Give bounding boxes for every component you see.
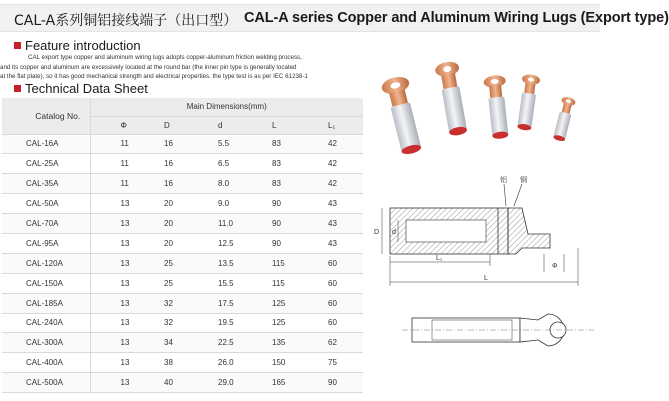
L1-cell: 60 (306, 273, 363, 293)
phi-cell: 13 (90, 194, 142, 214)
phi-cell: 11 (90, 134, 142, 154)
D-cell: 25 (142, 253, 194, 273)
d-cell: 15.5 (194, 273, 250, 293)
phi-cell: 13 (90, 233, 142, 253)
lug-4 (515, 73, 541, 131)
catalog-cell: CAL-16A (2, 134, 90, 154)
catalog-cell: CAL-25A (2, 154, 90, 174)
L-cell: 90 (250, 214, 306, 234)
d-cell: 5.5 (194, 134, 250, 154)
d-cell: 6.5 (194, 154, 250, 174)
col-header-D: D (142, 116, 194, 134)
L1-cell: 42 (306, 134, 363, 154)
col-header-d: d (194, 116, 250, 134)
D-cell: 40 (142, 373, 194, 393)
D-cell: 25 (142, 273, 194, 293)
d-cell: 22.5 (194, 333, 250, 353)
table-row (2, 333, 363, 353)
main-dimensions-header: Main Dimensions(mm) (90, 98, 363, 116)
d-cell: 13.5 (194, 253, 250, 273)
feature-line-3: at the flat plate), so it has good mechanical strength and electrical properties. the type test is as per IEC 61238-1 (0, 73, 308, 81)
phi-cell: 13 (90, 353, 142, 373)
catalog-cell: CAL-500A (2, 373, 90, 393)
D-cell: 32 (142, 313, 194, 333)
technical-heading-text: Technical Data Sheet (25, 81, 148, 96)
L1-cell: 62 (306, 333, 363, 353)
L-cell: 150 (250, 353, 306, 373)
technical-data-table (2, 98, 363, 393)
lug-1 (380, 74, 426, 156)
L-cell: 90 (250, 194, 306, 214)
catalog-cell: CAL-400A (2, 353, 90, 373)
phi-cell: 13 (90, 373, 142, 393)
table-row (2, 373, 363, 393)
d-cell: 26.0 (194, 353, 250, 373)
dim-d-label: d (392, 229, 396, 236)
label-aluminum: 铝 (500, 176, 507, 184)
phi-cell: 11 (90, 174, 142, 194)
catalog-header: Catalog No. (2, 98, 90, 134)
L1-cell: 43 (306, 194, 363, 214)
D-cell: 20 (142, 214, 194, 234)
phi-cell: 13 (90, 313, 142, 333)
table-row (2, 174, 363, 194)
feature-heading-text: Feature introduction (25, 38, 141, 53)
d-cell: 9.0 (194, 194, 250, 214)
dim-L-label: L (484, 275, 488, 282)
L-cell: 83 (250, 174, 306, 194)
catalog-cell: CAL-240A (2, 313, 90, 333)
D-cell: 38 (142, 353, 194, 373)
col-header-phi: Φ (90, 116, 142, 134)
table-row (2, 253, 363, 273)
L1-cell: 60 (306, 293, 363, 313)
L1-cell: 43 (306, 214, 363, 234)
title-english: CAL-A series Copper and Aluminum Wiring Lugs (Export type) (244, 10, 669, 26)
table-row (2, 313, 363, 333)
dim-phi-label: Φ (552, 263, 558, 270)
feature-heading (14, 38, 141, 53)
table-row (2, 154, 363, 174)
L-cell: 125 (250, 293, 306, 313)
col-header-L: L (250, 116, 306, 134)
technical-heading (14, 81, 148, 96)
catalog-cell: CAL-70A (2, 214, 90, 234)
L1-cell: 43 (306, 233, 363, 253)
table-row (2, 273, 363, 293)
L-cell: 83 (250, 134, 306, 154)
table-row (2, 353, 363, 373)
L-cell: 83 (250, 154, 306, 174)
phi-cell: 13 (90, 214, 142, 234)
L1-cell: 90 (306, 373, 363, 393)
L1-cell: 42 (306, 154, 363, 174)
square-bullet-icon (14, 42, 21, 49)
feature-line-2: and its copper and aluminum are excessively located at the round bar (the inner pin type is generally located (0, 63, 297, 71)
L1-cell: 42 (306, 174, 363, 194)
title-chinese: CAL-A系列铜铝接线端子（出口型） (14, 13, 238, 29)
catalog-cell: CAL-35A (2, 174, 90, 194)
lug-top-view-drawing (398, 300, 600, 360)
col-header-L1: L₁ (306, 116, 363, 134)
feature-line-1: CAL export type copper and aluminum wiring lugs adopts copper-aluminum friction welding process, (28, 54, 302, 61)
L1-cell: 60 (306, 313, 363, 333)
L1-cell: 75 (306, 353, 363, 373)
d-cell: 12.5 (194, 233, 250, 253)
D-cell: 20 (142, 233, 194, 253)
D-cell: 16 (142, 134, 194, 154)
label-copper: 铜 (520, 176, 527, 184)
table-row (2, 194, 363, 214)
table-row (2, 134, 363, 154)
catalog-cell: CAL-95A (2, 233, 90, 253)
D-cell: 32 (142, 293, 194, 313)
phi-cell: 13 (90, 293, 142, 313)
d-cell: 29.0 (194, 373, 250, 393)
phi-cell: 11 (90, 154, 142, 174)
d-cell: 19.5 (194, 313, 250, 333)
phi-cell: 13 (90, 333, 142, 353)
L-cell: 125 (250, 313, 306, 333)
catalog-cell: CAL-185A (2, 293, 90, 313)
L-cell: 135 (250, 333, 306, 353)
square-bullet-icon (14, 85, 21, 92)
phi-cell: 13 (90, 253, 142, 273)
L-cell: 115 (250, 253, 306, 273)
phi-cell: 13 (90, 273, 142, 293)
L-cell: 90 (250, 233, 306, 253)
table-row (2, 214, 363, 234)
lug-3 (483, 74, 512, 139)
lug-5 (552, 96, 576, 143)
lugs-product-photo (368, 42, 600, 162)
D-cell: 20 (142, 194, 194, 214)
lug-section-drawing (368, 168, 600, 294)
L1-cell: 60 (306, 253, 363, 273)
catalog-cell: CAL-50A (2, 194, 90, 214)
L-cell: 165 (250, 373, 306, 393)
D-cell: 16 (142, 154, 194, 174)
catalog-cell: CAL-300A (2, 333, 90, 353)
table-row (2, 233, 363, 253)
d-cell: 8.0 (194, 174, 250, 194)
d-cell: 11.0 (194, 214, 250, 234)
catalog-cell: CAL-150A (2, 273, 90, 293)
dim-D-label: D (374, 229, 380, 236)
d-cell: 17.5 (194, 293, 250, 313)
feature-text (0, 53, 362, 82)
table-row (2, 293, 363, 313)
lug-2 (434, 60, 470, 137)
catalog-cell: CAL-120A (2, 253, 90, 273)
dim-L1-label: L₁ (436, 255, 443, 262)
title-bar (0, 4, 669, 32)
D-cell: 34 (142, 333, 194, 353)
D-cell: 16 (142, 174, 194, 194)
L-cell: 115 (250, 273, 306, 293)
